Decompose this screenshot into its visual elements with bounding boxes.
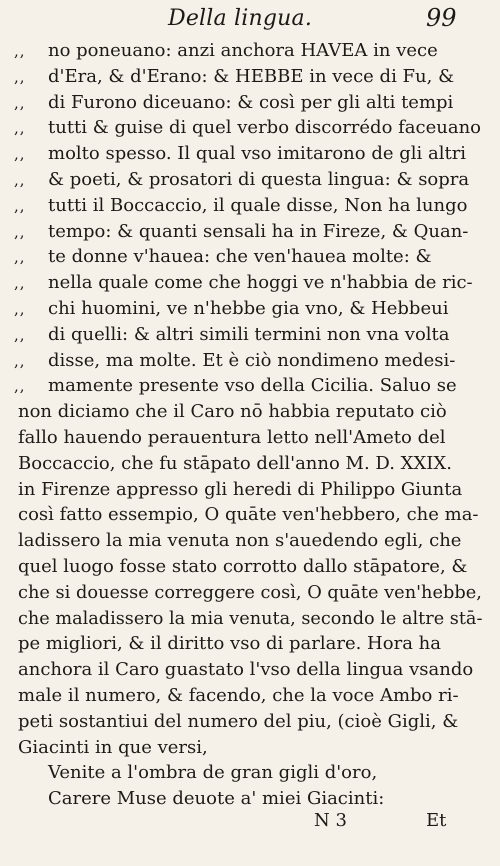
quotation-mark: ,, [14, 94, 26, 112]
line-text: d'Era, & d'Erano: & HEBBE in vece di Fu, & [48, 66, 455, 87]
line-text: mamente presente vso della Cicilia. Saluo se [48, 375, 457, 396]
line-text: Giacinti in que versi, [18, 737, 208, 758]
running-head: Della lingua. [168, 6, 313, 31]
text-line [0, 606, 500, 632]
quotation-mark: ,, [14, 119, 26, 137]
quotation-mark: ,, [14, 42, 26, 60]
line-text: quel luogo fosse stato corrotto dallo stāpatore, & [18, 556, 468, 577]
text-line [0, 270, 500, 296]
text-line [0, 657, 500, 683]
quotation-mark: ,, [14, 300, 26, 318]
line-text: te donne v'hauea: che ven'hauea molte: & [48, 246, 432, 267]
line-text: pe migliori, & il diritto vso di parlare. Hora ha [18, 633, 441, 654]
text-line [0, 580, 500, 606]
line-text: Boccaccio, che fu stāpato dell'anno M. D. XXIX. [18, 453, 452, 474]
line-text: peti sostantiui del numero del piu, (cioè Gigli, & [18, 711, 459, 732]
line-text: di Furono diceuano: & così per gli alti tempi [48, 92, 454, 113]
verse-line: Carere Muse deuote a' miei Giacinti: [48, 788, 385, 809]
line-text: molto spesso. Il qual vso imitarono de gli altri [48, 143, 467, 164]
text-line [0, 90, 500, 116]
verse-line: Venite a l'ombra de gran gigli d'oro, [48, 762, 378, 783]
text-line [0, 528, 500, 554]
text-line [0, 786, 500, 812]
line-text: tutti & guise di quel verbo discorrédo faceuano [48, 117, 482, 138]
line-text: in Firenze appresso gli heredi di Philippo Giunta [18, 479, 463, 500]
text-line [0, 193, 500, 219]
text-line [0, 38, 500, 64]
quotation-mark: ,, [14, 171, 26, 189]
text-line [0, 167, 500, 193]
text-line [0, 115, 500, 141]
quotation-mark: ,, [14, 352, 26, 370]
text-line [0, 296, 500, 322]
line-text: di quelli: & altri simili termini non vna volta [48, 324, 450, 345]
text-line [0, 760, 500, 786]
line-text: male il numero, & facendo, che la voce Ambo ri- [18, 685, 459, 706]
quotation-mark: ,, [14, 326, 26, 344]
line-text: nella quale come che hoggi ve n'habbia de ric- [48, 272, 473, 293]
line-text: così fatto essempio, O quāte ven'hebbero, che ma- [18, 504, 479, 525]
quotation-mark: ,, [14, 248, 26, 266]
text-line [0, 631, 500, 657]
text-line [0, 709, 500, 735]
line-text: chi huomini, ve n'hebbe gia vno, & Hebbeui [48, 298, 449, 319]
line-text: fallo hauendo perauentura letto nell'Ameto del [18, 427, 446, 448]
line-text: no poneuano: anzi anchora HAVEA in vece [48, 40, 438, 61]
text-line [0, 683, 500, 709]
page-header [0, 2, 500, 36]
footer-line [0, 810, 500, 840]
quotation-mark: ,, [14, 377, 26, 395]
quotation-mark: ,, [14, 197, 26, 215]
line-text: che maladissero la mia venuta, secondo le altre stā- [18, 608, 483, 629]
text-line [0, 348, 500, 374]
line-text: ladissero la mia venuta non s'auedendo egli, che [18, 530, 462, 551]
signature-mark: N 3 [314, 810, 347, 831]
text-line [0, 141, 500, 167]
quotation-mark: ,, [14, 223, 26, 241]
quotation-mark: ,, [14, 68, 26, 86]
text-line [0, 373, 500, 399]
text-line [0, 425, 500, 451]
line-text: tempo: & quanti sensali ha in Fireze, & Quan- [48, 221, 469, 242]
line-text: tutti il Boccaccio, il quale disse, Non ha lungo [48, 195, 468, 216]
line-text: disse, ma molte. Et è ciò nondimeno medesi- [48, 350, 456, 371]
text-line [0, 244, 500, 270]
quotation-mark: ,, [14, 145, 26, 163]
text-line [0, 451, 500, 477]
quotation-mark: ,, [14, 274, 26, 292]
text-line [0, 554, 500, 580]
line-text: & poeti, & prosatori di questa lingua: & sopra [48, 169, 470, 190]
text-line [0, 477, 500, 503]
line-text: non diciamo che il Caro nō habbia reputato ciò [18, 401, 447, 422]
text-line [0, 64, 500, 90]
text-line [0, 219, 500, 245]
line-text: anchora il Caro guastato l'vso della lingua vsando [18, 659, 474, 680]
text-line [0, 735, 500, 761]
catchword: Et [426, 810, 447, 831]
text-line [0, 322, 500, 348]
line-text: che si douesse correggere così, O quāte ven'hebbe, [18, 582, 482, 603]
page-number: 99 [426, 4, 457, 32]
text-line [0, 399, 500, 425]
text-line [0, 502, 500, 528]
